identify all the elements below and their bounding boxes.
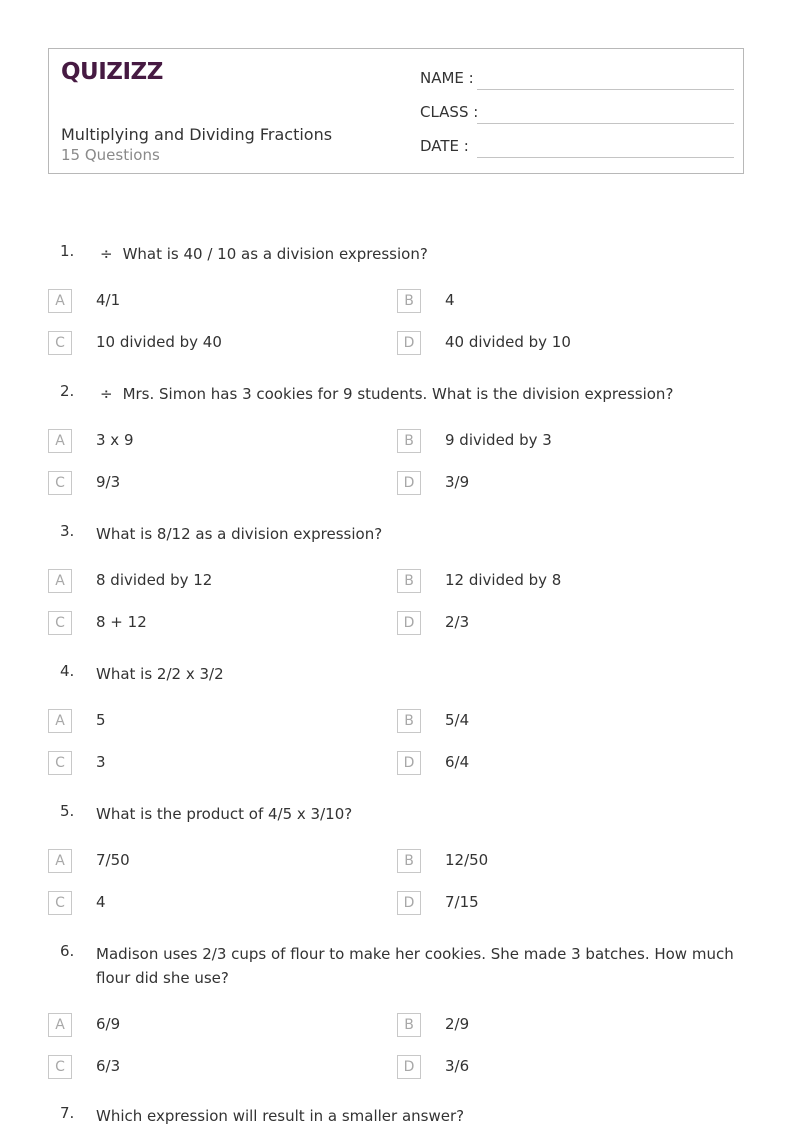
- option-a[interactable]: [48, 289, 388, 313]
- division-icon: ÷: [100, 245, 113, 263]
- question-text-wrap: [96, 242, 736, 266]
- name-label: NAME :: [420, 69, 474, 87]
- quizizz-logo: QUIZIZZ: [61, 59, 163, 85]
- option-letter: A: [48, 709, 72, 733]
- option-text: 4: [96, 893, 106, 911]
- option-d[interactable]: [397, 891, 737, 915]
- name-field[interactable]: [420, 69, 734, 93]
- division-icon: ÷: [100, 385, 113, 403]
- question-number: 1.: [60, 242, 75, 260]
- date-line: [477, 157, 734, 158]
- option-a[interactable]: [48, 569, 388, 593]
- worksheet-header: [48, 48, 744, 174]
- question-number: 5.: [60, 802, 75, 820]
- option-text: 3/6: [445, 1057, 470, 1075]
- option-text: 4/1: [96, 291, 121, 309]
- date-field[interactable]: [420, 137, 734, 161]
- worksheet-title: Multiplying and Dividing Fractions: [61, 125, 333, 144]
- question-number: 4.: [60, 662, 75, 680]
- option-letter: C: [48, 611, 72, 635]
- question-count: 15 Questions: [61, 146, 160, 164]
- option-letter: B: [397, 569, 421, 593]
- option-a[interactable]: [48, 849, 388, 873]
- option-c[interactable]: [48, 1055, 388, 1079]
- option-letter: B: [397, 429, 421, 453]
- option-letter: D: [397, 891, 421, 915]
- question-text: What is 8/12 as a division expression?: [96, 525, 383, 543]
- option-text: 6/4: [445, 753, 470, 771]
- question-number: 6.: [60, 942, 75, 960]
- option-letter: B: [397, 849, 421, 873]
- option-text: 6/3: [96, 1057, 121, 1075]
- option-letter: A: [48, 1013, 72, 1037]
- question-number: 2.: [60, 382, 75, 400]
- option-d[interactable]: [397, 751, 737, 775]
- option-c[interactable]: [48, 891, 388, 915]
- option-letter: D: [397, 751, 421, 775]
- option-text: 2/9: [445, 1015, 470, 1033]
- option-a[interactable]: [48, 1013, 388, 1037]
- option-letter: C: [48, 751, 72, 775]
- option-b[interactable]: [397, 569, 737, 593]
- option-d[interactable]: [397, 331, 737, 355]
- class-line: [477, 123, 734, 124]
- date-label: DATE :: [420, 137, 469, 155]
- option-letter: A: [48, 429, 72, 453]
- option-letter: D: [397, 331, 421, 355]
- option-c[interactable]: [48, 331, 388, 355]
- option-b[interactable]: [397, 1013, 737, 1037]
- option-letter: A: [48, 289, 72, 313]
- option-text: 2/3: [445, 613, 470, 631]
- question-text: Mrs. Simon has 3 cookies for 9 students. What is the division expression?: [122, 385, 674, 403]
- option-b[interactable]: [397, 709, 737, 733]
- question-text-wrap: [96, 382, 736, 406]
- option-c[interactable]: [48, 751, 388, 775]
- option-letter: C: [48, 1055, 72, 1079]
- option-d[interactable]: [397, 1055, 737, 1079]
- option-letter: A: [48, 569, 72, 593]
- option-b[interactable]: [397, 429, 737, 453]
- option-text: 12/50: [445, 851, 489, 869]
- option-d[interactable]: [397, 611, 737, 635]
- option-text: 5: [96, 711, 106, 729]
- question-text: What is the product of 4/5 x 3/10?: [96, 805, 353, 823]
- option-text: 7/50: [96, 851, 130, 869]
- option-text: 3/9: [445, 473, 470, 491]
- option-b[interactable]: [397, 849, 737, 873]
- option-letter: B: [397, 1013, 421, 1037]
- option-text: 10 divided by 40: [96, 333, 222, 351]
- option-letter: C: [48, 331, 72, 355]
- option-c[interactable]: [48, 611, 388, 635]
- option-letter: C: [48, 471, 72, 495]
- option-letter: A: [48, 849, 72, 873]
- option-letter: D: [397, 1055, 421, 1079]
- name-line: [477, 89, 734, 90]
- question-text: Which expression will result in a smaller answer?: [96, 1107, 465, 1125]
- option-letter: B: [397, 709, 421, 733]
- option-b[interactable]: [397, 289, 737, 313]
- option-letter: D: [397, 611, 421, 635]
- question-number: 3.: [60, 522, 75, 540]
- option-text: 9/3: [96, 473, 121, 491]
- option-a[interactable]: [48, 709, 388, 733]
- class-field[interactable]: [420, 103, 734, 127]
- option-a[interactable]: [48, 429, 388, 453]
- option-text: 8 + 12: [96, 613, 147, 631]
- option-text: 4: [445, 291, 455, 309]
- option-text: 40 divided by 10: [445, 333, 571, 351]
- option-letter: D: [397, 471, 421, 495]
- question-text: What is 40 / 10 as a division expression?: [122, 245, 428, 263]
- option-text: 12 divided by 8: [445, 571, 562, 589]
- option-c[interactable]: [48, 471, 388, 495]
- option-letter: B: [397, 289, 421, 313]
- option-letter: C: [48, 891, 72, 915]
- option-d[interactable]: [397, 471, 737, 495]
- class-label: CLASS :: [420, 103, 479, 121]
- option-text: 8 divided by 12: [96, 571, 213, 589]
- option-text: 3 x 9: [96, 431, 134, 449]
- question-text: Madison uses 2/3 cups of flour to make her cookies. She made 3 batches. How much flour did she use?: [96, 945, 734, 987]
- question-number: 7.: [60, 1104, 75, 1122]
- option-text: 9 divided by 3: [445, 431, 552, 449]
- option-text: 6/9: [96, 1015, 121, 1033]
- option-text: 5/4: [445, 711, 470, 729]
- question-text: What is 2/2 x 3/2: [96, 665, 224, 683]
- option-text: 7/15: [445, 893, 479, 911]
- option-text: 3: [96, 753, 106, 771]
